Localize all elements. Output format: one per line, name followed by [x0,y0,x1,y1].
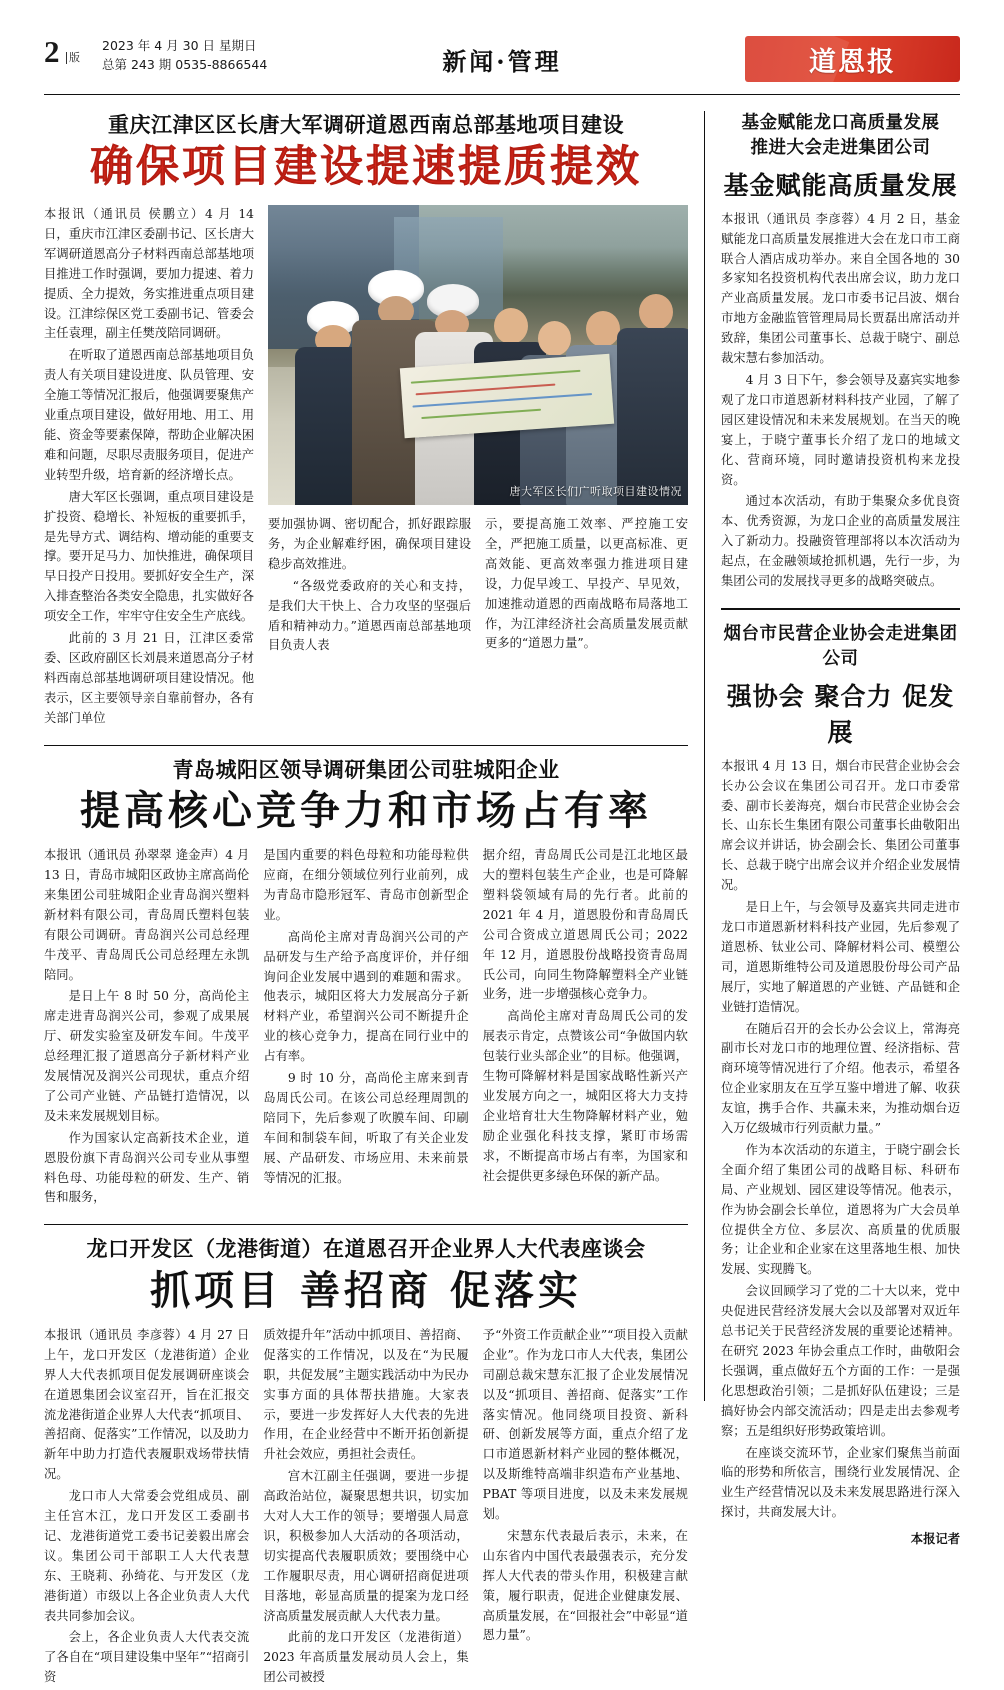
lead-kicker: 重庆江津区区长唐大军调研道恩西南总部基地项目建设 [108,112,624,137]
paragraph: 此前的 3 月 21 日，江津区委常委、区政府副区长刘晨来道恩高分子材料西南总部基地调研项目建设情况。他表示，区主要领导亲自靠前督办，各有关部门单位 [44,631,254,725]
right-story2-headline: 强协会 聚合力 促发展 [726,681,955,747]
story-longkou [44,1235,688,1690]
paragraph: 通过本次活动，有助于集聚众多优良资本、优秀资源，为龙口企业的高质量发展注入了新动力。投融资管理部将以本次活动为起点，在金融领域抢抓机遇，先行一步，为集团公司的发展找寻更多的战略突破点。 [721,494,960,589]
story3-col-3 [483,1326,688,1690]
paragraph: 会上，各企业负责人大代表交流了各自在“项目建设集中坚年”“招商引资 [44,1630,250,1685]
paragraph: 9 时 10 分，高尚伦主席来到青岛周氏公司。在该公司总经理周凯的陪同下，先后参观了吹膜车间、印刷车间和制袋车间，听取了有关企业发展、产品研发、市场应用、未来前景等情况的汇报。 [263,1071,469,1185]
paragraph: 是日上午 8 时 50 分，高尚伦主席走进青岛润兴公司，参观了成果展厅、研发实验室及研发车间。牛茂平总经理汇报了道恩高分子新材料产业发展情况及润兴公司现状，重点介绍了公司产业链、产品链打造情况，以及未来发展规划目标。 [44,989,250,1123]
story2-kicker: 青岛城阳区领导调研集团公司驻城阳企业 [172,756,560,782]
paragraph: 是日上午，与会领导及嘉宾共同走进市龙口市道恩新材料科技产业园，先后参观了道恩桥、钛业公司、降解材料公司、模塑公司，道恩斯维特公司及道恩股份母公司产品展厅，实地了解道恩的产业链、产品链和企业链打造情况。 [721,900,960,1014]
right-story-association [721,622,960,1547]
paragraph: 宋慧东代表最后表示，未来，在山东省内中国代表最强表示，充分发挥人大代表的带头作用，积极建言献策，履行职责，促进企业健康发展、高质量发展，在“回报社会”中彰显“道恩力量”。 [482,1528,688,1643]
photo-person [617,290,688,505]
column-divider [704,111,705,1401]
paragraph: 本报讯 4 月 13 日，烟台市民营企业协会会长办公会议在集团公司召开。龙口市委常委、副市长姜海亮，烟台市民营企业协会会长、山东长生集团有限公司董事长曲敬阳出席会议并讲话，协会副会长、集团公司董事长、总裁于晓宁出席会议并介绍企业发展情况。 [721,758,960,893]
divider [44,1224,688,1225]
masthead [44,34,960,92]
issue-number: 总第 243 期 0535-8866544 [102,57,268,73]
issue-date: 2023 年 4 月 30 日 星期日 [102,38,257,53]
lead-columns [44,205,688,731]
story3-kicker: 龙口开发区（龙港街道）在道恩召开企业界人大代表座谈会 [86,1236,646,1262]
paragraph: 质效提升年”活动中抓项目、善招商、促落实的工作情况，以及在“为民履职，共促发展”主题实践活动中为民办实事方面的具体帮扶措施。大家表示，要进一步发挥好人大代表的先进作用，在企业经营中不断开拓创新提升社会效应，勇担社会责任。 [263,1327,469,1462]
left-zone [44,111,704,1685]
paragraph: 在座谈交流环节，企业家们聚焦当前面临的形势和所依言，围绕行业发展情况、企业生产经营情况以及未来发展思路进行深入探讨，共商发展大计。 [721,1445,960,1520]
right-zone [719,111,960,1547]
photo-blueprint [400,354,614,438]
paragraph: 本报讯（通讯员 侯鹏立）4 月 14 日，重庆市江津区委副书记、区长唐大军调研道恩高分子材料西南总部基地项目推进工作时强调，要加力提速、着力提质、全力提效，务实推进重点项目建设。江津综保区党工委副书记、管委会主任袁理，副主任樊茂陪同调研。 [44,207,254,341]
paragraph: 是国内重要的料色母粒和功能母粒供应商，在细分领域位列行业前列，成为青岛市隐形冠军、青岛市创新型企业。 [263,848,469,922]
story2-headline: 提高核心竞争力和市场占有率 [80,786,652,834]
divider [44,745,688,746]
paragraph: 本报讯（通讯员 孙翠翠 逄金声）4 月 13 日，青岛市城阳区政协主席高尚伦来集团公司驻城阳企业青岛润兴塑料新材料有限公司，青岛周氏塑料包装有限公司调研。青岛润兴公司总经理牛茂平、青岛周氏公司总经理左永凯陪同。 [44,848,250,982]
lead-story [44,111,688,731]
byline-end: 本报记者 [910,1531,960,1547]
paragraph: 会议回顾学习了党的二十大以来，党中央促进民营经济发展大会以及部署对双近年总书记关于民营经济发展的重要论述精神。在研究 2023 年协会重点工作时，曲敬阳会长强调，重点做好五个方面的工作：一是强化思想政治引领；二是抓好队伍建设；三是搞好协会内部交流活动；四是走出去参观考察；五是组织好形势政策培训。 [721,1284,960,1438]
paragraph: 宫木江副主任强调，要进一步提高政治站位，凝聚思想共识，切实加大对人大工作的领导；要增强人局意识，积极参加人大活动的各项活动，切实提高代表履职质效；要围绕中心工作履职尽责，用心调研招商促进项目落地，彰显高质量的提案为龙口经济高质量发展贡献人大代表力量。 [263,1469,469,1623]
nameplate [745,36,960,82]
story2-columns [44,846,688,1210]
paragraph: 作为国家认定高新技术企业，道恩股份旗下青岛润兴公司专业从事塑料色母、功能母粒的研发、生产、销售和服务， [44,1130,250,1205]
paragraph: 唐大军区长强调，重点项目建设是扩投资、稳增长、补短板的重要抓手，是先导方式、调结构、增动能的重要支撑。要开足马力、加快推进，确保项目早日投产日投用。要抓好安全生产，深入排查整治各类安全隐患，扎实做好各项安全工作，牢牢守住安全生产底线。 [44,489,254,624]
right-story-fund [721,111,960,592]
page-content [44,111,960,1685]
right-story1-headline: 基金赋能高质量发展 [723,170,958,200]
nameplate-text: 道恩报 [809,46,896,78]
folio-label: 版 [66,52,80,64]
story3-col-2 [263,1326,468,1690]
lead-headline: 确保项目建设提速提质提效 [90,142,642,193]
story2-col-1 [44,846,249,1210]
paragraph: “各级党委政府的关心和支持，是我们大干快上、合力攻坚的坚强后盾和精神动力。”道恩西南总部基地项目负责人表 [268,578,471,653]
masthead-rule [44,94,960,95]
lead-photo-col [268,205,688,731]
paragraph: 此前的龙口开发区（龙港街道）2023 年高质量发展动员人会上，集团公司被授 [263,1630,469,1685]
right-story2-kicker: 烟台市民营企业协会走进集团公司 [723,623,958,670]
divider [721,608,960,610]
paragraph: 予“外资工作贡献企业”“项目投入贡献企业”。作为龙口市人大代表，集团公司副总裁宋慧东汇报了企业发展情况以及“抓项目、善招商、促落实”工作落实情况。他同绕项目投资、新科研、创新发展等方面，重点介绍了龙口市道恩新材料产业园的整体概况，以及斯维特高端非织造布产业基地、PBAT 等项目进度，以及未来发展规划。 [482,1327,688,1522]
right-story1-kicker-line2: 推进大会走进集团公司 [750,138,931,159]
right-story1-kicker-line1: 基金赋能龙口高质量发展 [741,113,940,133]
paragraph: 示，要提高施工效率、严控施工安全，严把施工质量，以更高标准、更高效能、更高效率强力推进项目建设，力促早竣工、早投产、早见效，加速推动道恩的西南战略布局落地工作，为江津经济社会高质量发展贡献更多的“道恩力量”。 [485,517,688,651]
section-title: 新闻·管理 [442,47,562,76]
lead-col-1 [44,205,254,731]
story3-col-1 [44,1326,249,1690]
paragraph: 4 月 3 日下午，参会领导及嘉宾实地参观了龙口市道恩新材料科技产业园，了解了园区建设情况和未来发展规划。在当天的晚宴上，于晓宁董事长介绍了龙口的地域文化、营商环境，同时邀请投资机构来龙投资。 [721,373,960,487]
story-qingdao [44,756,688,1211]
right-story2-body [721,757,960,1547]
story3-headline: 抓项目 善招商 促落实 [150,1266,582,1314]
paragraph: 龙口市人大常委会党组成员、副主任宫木江，龙口开发区工委副书记、龙港街道党工委书记姜毅出席会议。集团公司干部职工人大代表慧东、王晓莉、孙绮花、与开发区（龙港街道）市级以上各企业负责人大代表共同参加会议。 [44,1489,250,1623]
paragraph: 本报讯（通讯员 李彦蓉）4 月 2 日，基金赋能龙口高质量发展推进大会在龙口市工商联合人酒店成功举办。来自全国各地的 30 多家知名投资机构代表出席会议，助力龙口产业高质量发展。龙口市委书记吕波、烟台市地方金融监管管理局局长贾磊出席活动并致辞，集团公司董事长、总裁于晓宁、副总裁宋慧右参加活动。 [721,211,960,366]
story2-col-3 [483,846,688,1210]
folio-number: 2 [44,34,59,69]
paragraph: 高尚伦主席对青岛周氏公司的发展表示肯定，点赞该公司“争做国内软包装行业头部企业”的目标。他强调，生物可降解材料是国家战略性新兴产业发展方向之一，城阳区将大力支持企业培育壮大生物降解材料产业，勉励企业强化科技支撑，紧盯市场需求，不断提高市场占有率，为国家和社会提供更多绿色环保的新产品。 [482,1009,688,1183]
paragraph: 要加强协调、密切配合，抓好跟踪服务，为企业解难纾困，确保项目建设稳步高效推进。 [268,517,471,571]
paragraph: 据介绍，青岛周氏公司是江北地区最大的塑料包装生产企业，也是可降解塑料袋领域有局的先行者。此前的 2021 年 4 月，道恩股份和青岛周氏公司合资成立道恩周氏公司；2022 年 12 月，道恩股份战略投资青岛周氏公司，向同生物降解塑料全产业链业务，进一步增强核心竞争力。 [482,848,688,1002]
paragraph: 在随后召开的会长办公会议上，常海亮副市长对龙口市的地理位置、经济指标、营商环境等情况进行了介绍。他表示，希望各位企业家朋友在互学互鉴中增进了解、收获友谊，携手合作、共赢未来，为推动烟台迈入万亿级城市行列贡献力量。” [721,1021,960,1136]
photo-caption: 唐大军区长们广听取项目建设情况 [509,485,682,499]
right-story1-body [721,210,960,592]
lead-col-3 [485,515,688,658]
lead-photo-subcolumns [268,515,688,658]
paragraph: 作为本次活动的东道主，于晓宁副会长全面介绍了集团公司的战略目标、科研布局、产业规划、园区建设等情况。他表示，作为协会副会长单位，道恩将为广大会员单位提供全方位、多层次、高质量的优质服务；让企业和企业家在这里落地生根、加快发展、实现腾飞。 [721,1142,960,1277]
paragraph: 在听取了道恩西南总部基地项目负责人有关项目建设进度、队员管理、安全施工等情况汇报后，他强调要聚焦产业重点项目建设，做好用地、用工、用能、资金等要素保障，帮助企业解决困难和问题，尽职尽责服务项目，促进产业转型升级，培育新的经济增长点。 [44,348,254,482]
lead-photo [268,205,688,505]
paragraph: 高尚伦主席对青岛润兴公司的产品研发与生产给予高度评价，并仔细询问企业发展中遇到的难题和需求。他表示，城阳区将大力发展高分子新材料产业，希望润兴公司不断提升企业的核心竞争力，提高在同行业中的占有率。 [263,929,469,1064]
story2-col-2 [263,846,468,1210]
story3-columns [44,1326,688,1690]
paragraph: 本报讯（通讯员 李彦蓉）4 月 27 日上午，龙口开发区（龙港街道）企业界人大代表抓项目促发展调研座谈会在道恩集团会议室召开，旨在汇报交流龙港街道企业界人大代表“抓项目、善招商、促落实”工作情况，以及助力新年中助力打造代表履职戏场带扶情况。 [44,1327,250,1482]
lead-col-2 [268,515,471,658]
